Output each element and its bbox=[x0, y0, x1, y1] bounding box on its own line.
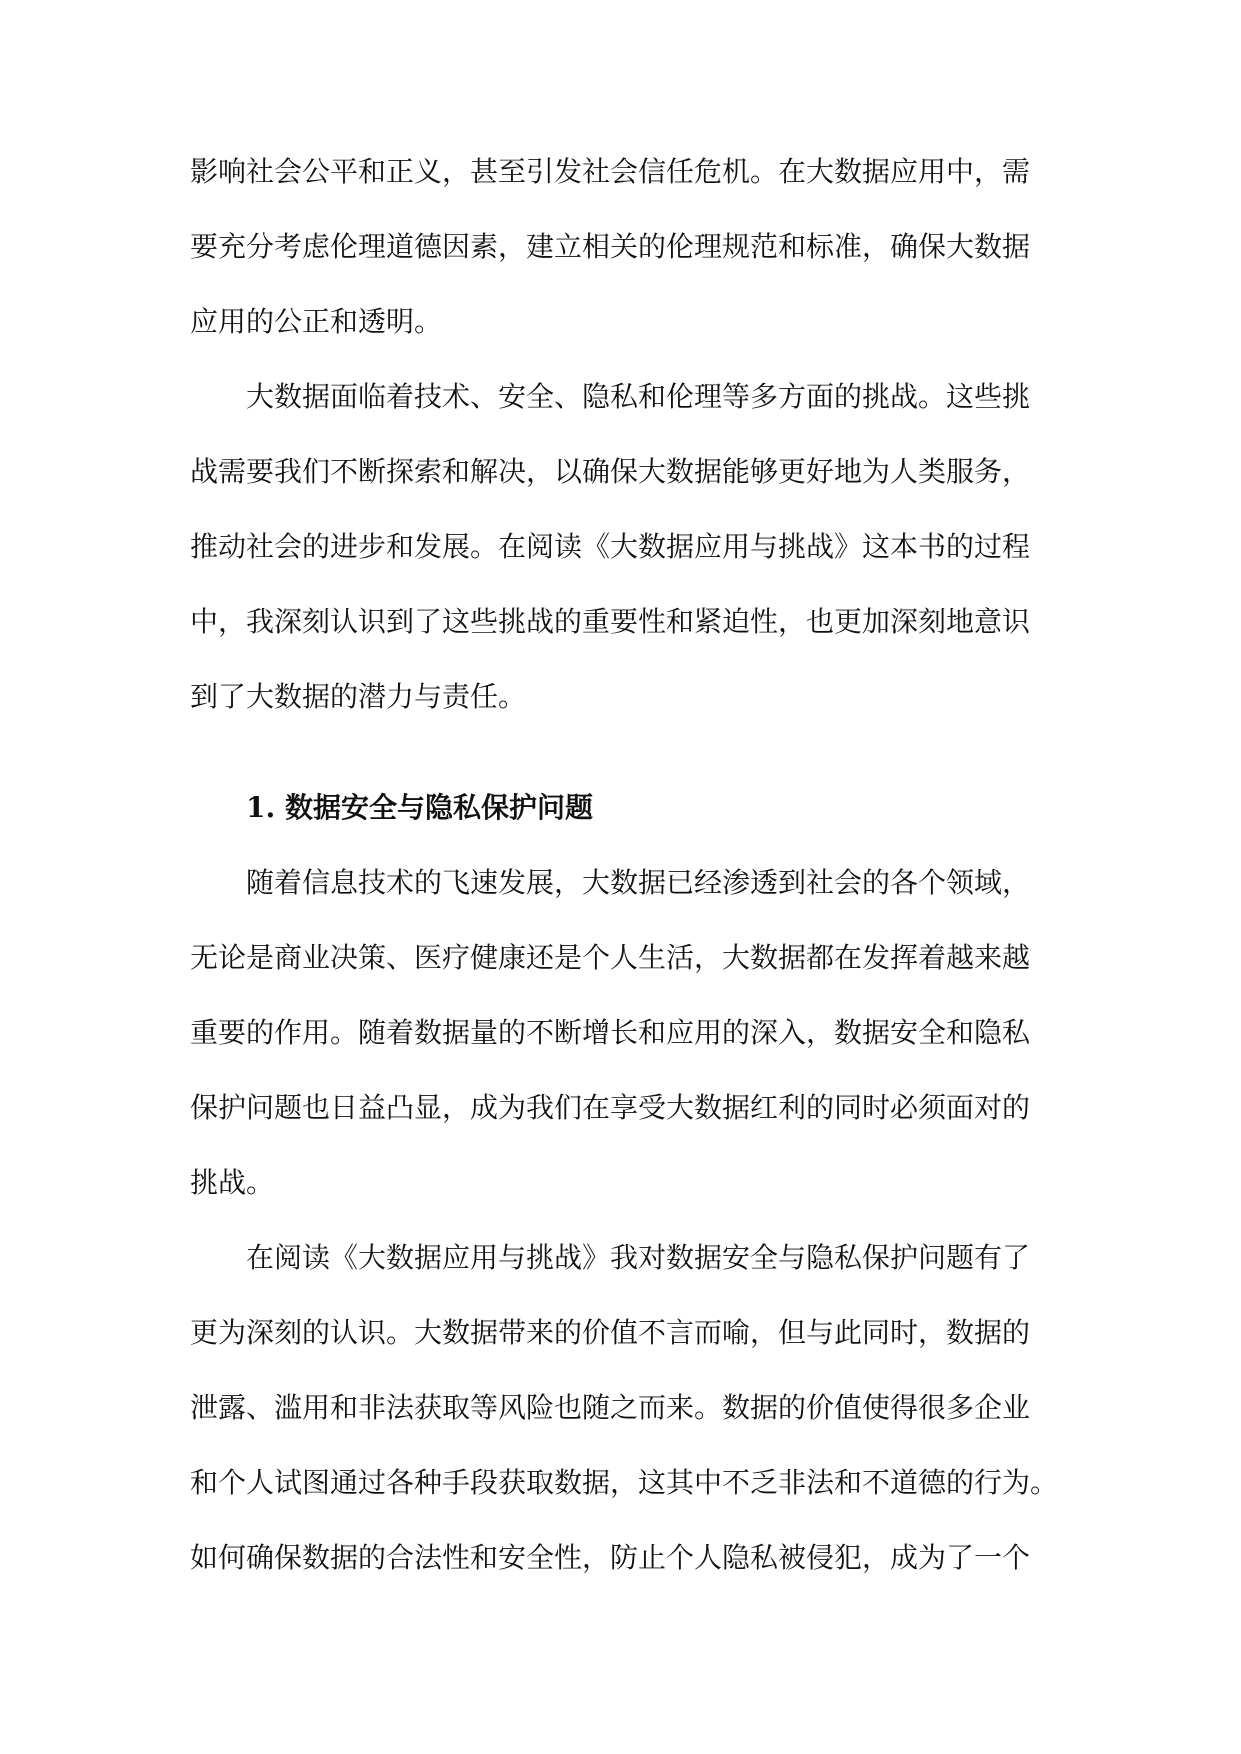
paragraph-line: 挑战。 bbox=[190, 1166, 275, 1199]
paragraph-line: 重要的作用。随着数据量的不断增长和应用的深入，数据安全和隐私 bbox=[190, 1016, 1031, 1049]
paragraph-line: 影响社会公平和正义，甚至引发社会信任危机。在大数据应用中，需 bbox=[190, 155, 1031, 188]
paragraph-line: 随着信息技术的飞速发展，大数据已经渗透到社会的各个领域， bbox=[246, 866, 1031, 899]
paragraph-line: 如何确保数据的合法性和安全性，防止个人隐私被侵犯，成为了一个 bbox=[190, 1541, 1031, 1574]
paragraph-line: 更为深刻的认识。大数据带来的价值不言而喻，但与此同时，数据的 bbox=[190, 1316, 1031, 1349]
paragraph-line: 无论是商业决策、医疗健康还是个人生活，大数据都在发挥着越来越 bbox=[190, 941, 1031, 974]
paragraph-line: 战需要我们不断探索和解决，以确保大数据能够更好地为人类服务， bbox=[190, 455, 1031, 488]
paragraph-line: 大数据面临着技术、安全、隐私和伦理等多方面的挑战。这些挑 bbox=[246, 380, 1031, 413]
paragraph-line: 保护问题也日益凸显，成为我们在享受大数据红利的同时必须面对的 bbox=[190, 1091, 1031, 1124]
paragraph-line: 泄露、滥用和非法获取等风险也随之而来。数据的价值使得很多企业 bbox=[190, 1391, 1031, 1424]
paragraph-line: 中，我深刻认识到了这些挑战的重要性和紧迫性，也更加深刻地意识 bbox=[190, 605, 1031, 638]
section-heading: 1. 数据安全与隐私保护问题 bbox=[246, 791, 593, 824]
paragraph-line: 应用的公正和透明。 bbox=[190, 305, 443, 338]
paragraph-line: 到了大数据的潜力与责任。 bbox=[190, 680, 527, 713]
paragraph-line: 要充分考虑伦理道德因素，建立相关的伦理规范和标准，确保大数据 bbox=[190, 230, 1031, 263]
paragraph-line: 在阅读《大数据应用与挑战》我对数据安全与隐私保护问题有了 bbox=[246, 1241, 1031, 1274]
paragraph-line: 推动社会的进步和发展。在阅读《大数据应用与挑战》这本书的过程 bbox=[190, 530, 1031, 563]
paragraph-line: 和个人试图通过各种手段获取数据，这其中不乏非法和不道德的行为。 bbox=[190, 1466, 1059, 1499]
